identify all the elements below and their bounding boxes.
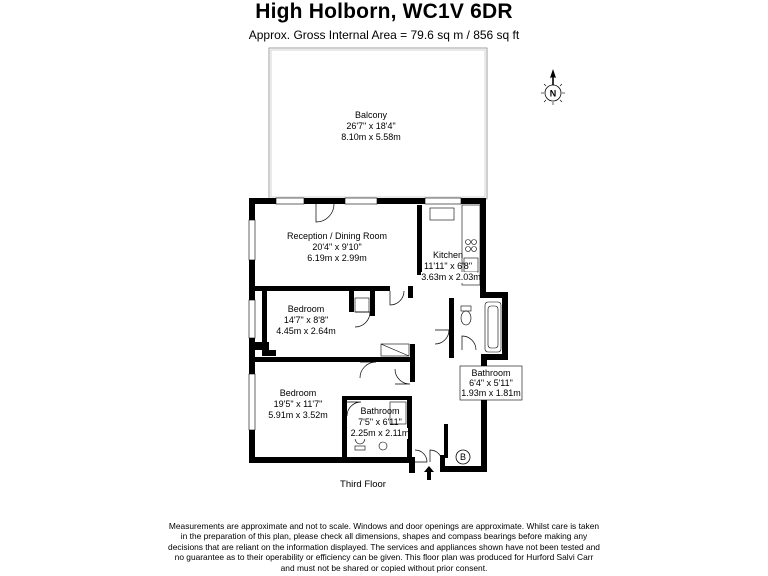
svg-text:4.45m x 2.64m: 4.45m x 2.64m xyxy=(276,326,336,336)
svg-text:14'7" x 8'8": 14'7" x 8'8" xyxy=(283,315,329,325)
svg-text:Bathroom: Bathroom xyxy=(360,406,400,416)
svg-text:Bathroom: Bathroom xyxy=(471,368,511,378)
boiler-icon xyxy=(456,450,470,464)
svg-text:6.19m x 2.99m: 6.19m x 2.99m xyxy=(307,253,367,263)
svg-text:19'5" x 11'7": 19'5" x 11'7" xyxy=(273,399,323,409)
svg-text:11'11" x 6'8": 11'11" x 6'8" xyxy=(423,261,473,271)
svg-text:Bedroom: Bedroom xyxy=(279,388,317,398)
svg-text:Bedroom: Bedroom xyxy=(287,304,325,314)
svg-text:Kitchen: Kitchen xyxy=(432,250,464,260)
svg-text:7'5" x 6'11": 7'5" x 6'11" xyxy=(358,417,402,427)
svg-text:3.63m x 2.03m: 3.63m x 2.03m xyxy=(421,272,481,282)
plan-title: High Holborn, WC1V 6DR xyxy=(255,0,513,23)
entrance-arrow-icon xyxy=(424,466,434,480)
svg-text:1.93m x 1.81m: 1.93m x 1.81m xyxy=(461,388,521,398)
svg-text:Reception / Dining Room: Reception / Dining Room xyxy=(286,231,388,241)
svg-text:8.10m x 5.58m: 8.10m x 5.58m xyxy=(341,132,401,142)
svg-text:N: N xyxy=(549,88,557,99)
svg-text:B: B xyxy=(459,452,467,462)
floor-label: Third Floor xyxy=(340,479,386,490)
gross-internal-area: Approx. Gross Internal Area = 79.6 sq m / 856 sq ft xyxy=(248,28,520,42)
svg-text:Balcony: Balcony xyxy=(354,110,388,120)
room-label-reception xyxy=(287,231,387,263)
room-label-balcony xyxy=(341,110,401,142)
disclaimer-text: Measurements are approximate and not to scale. Windows and door openings are approximate. Whilst care is taken in the preparation of this plan, please check all dimensions, shapes and compass bearings before making any decisions that are reliant on the information displayed. The services and appliances shown have not been tested and no guarantee as to their operability or efficiency can be given. This floor plan was produced for Hurford Salvi Carr and must not be shared or copied without prior consent. xyxy=(168,521,600,573)
room-label-bathroom-ensuite xyxy=(350,406,409,439)
svg-text:2.25m x 2.11m: 2.25m x 2.11m xyxy=(350,428,410,438)
svg-text:26'7" x 18'4": 26'7" x 18'4" xyxy=(346,121,396,131)
room-label-bedroom-1 xyxy=(276,304,336,336)
svg-text:6'4" x 5'11": 6'4" x 5'11" xyxy=(469,378,513,388)
compass-north-icon xyxy=(541,69,565,105)
svg-text:20'4" x 9'10": 20'4" x 9'10" xyxy=(312,242,362,252)
room-label-kitchen xyxy=(421,250,481,283)
room-label-bedroom-2 xyxy=(268,388,328,420)
room-label-bathroom-main xyxy=(460,366,522,400)
svg-text:5.91m x 3.52m: 5.91m x 3.52m xyxy=(268,410,328,420)
